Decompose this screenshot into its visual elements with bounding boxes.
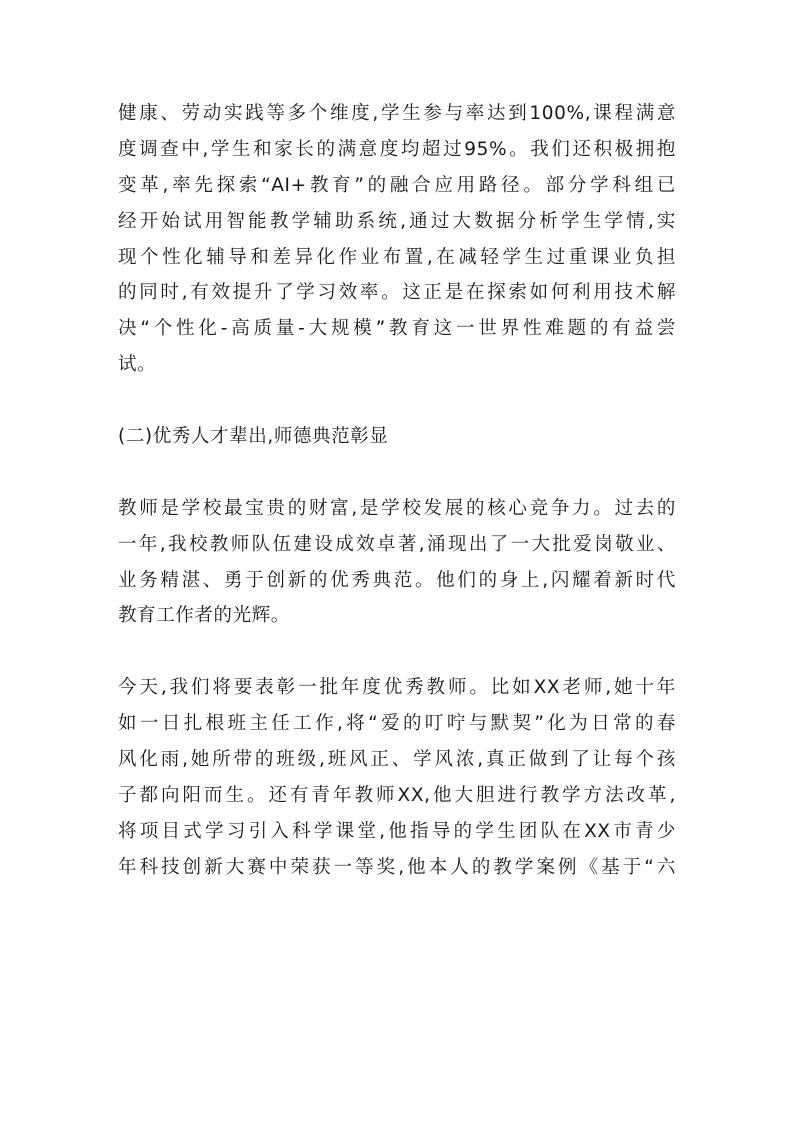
paragraph-curriculum xyxy=(118,96,676,383)
text-line: 如一日扎根班主任工作,将“爱的叮咛与默契”化为日常的春 xyxy=(118,713,676,735)
text-line: 一年,我校教师队伍建设成效卓著,涌现出了一大批爱岗敬业、 xyxy=(118,533,676,555)
text-line: 健康、劳动实践等多个维度,学生参与率达到100%,课程满意 xyxy=(118,103,676,124)
text-line: 子都向阳而生。还有青年教师XX,他大胆进行教学方法改革, xyxy=(118,784,676,806)
text-line: 将项目式学习引入科学课堂,他指导的学生团队在XX市青少 xyxy=(118,820,676,842)
text-line: 风化雨,她所带的班级,班风正、学风浓,真正做到了让每个孩 xyxy=(118,749,676,771)
text-line: 教师是学校最宝贵的财富,是学校发展的核心竞争力。过去的 xyxy=(118,497,676,519)
document-body xyxy=(118,96,676,886)
paragraph-teachers xyxy=(118,491,676,635)
text-line: 试。 xyxy=(118,354,157,376)
text-line: 今天,我们将要表彰一批年度优秀教师。比如XX老师,她十年 xyxy=(118,677,676,699)
text-line: 业务精湛、勇于创新的优秀典范。他们的身上,闪耀着新时代 xyxy=(118,569,676,591)
text-line: 变革,率先探索“AI+教育”的融合应用路径。部分学科组已 xyxy=(118,174,676,196)
text-line: 度调查中,学生和家长的满意度均超过95%。我们还积极拥抱 xyxy=(118,138,676,160)
text-line: 教育工作者的光辉。 xyxy=(118,605,290,627)
text-line: 的同时,有效提升了学习效率。这正是在探索如何利用技术解 xyxy=(118,282,676,304)
text-line: 年科技创新大赛中荣获一等奖,他本人的教学案例《基于“六 xyxy=(118,856,676,878)
text-line: 经开始试用智能教学辅助系统,通过大数据分析学生学情,实 xyxy=(118,210,676,232)
paragraph-awards xyxy=(118,670,676,885)
text-line: 决“个性化-高质量-大规模”教育这一世界性难题的有益尝 xyxy=(118,318,676,340)
text-line: 现个性化辅导和差异化作业布置,在减轻学生过重课业负担 xyxy=(118,246,676,268)
section-heading: (二)优秀人才辈出,师德典范彰显 xyxy=(118,426,389,448)
